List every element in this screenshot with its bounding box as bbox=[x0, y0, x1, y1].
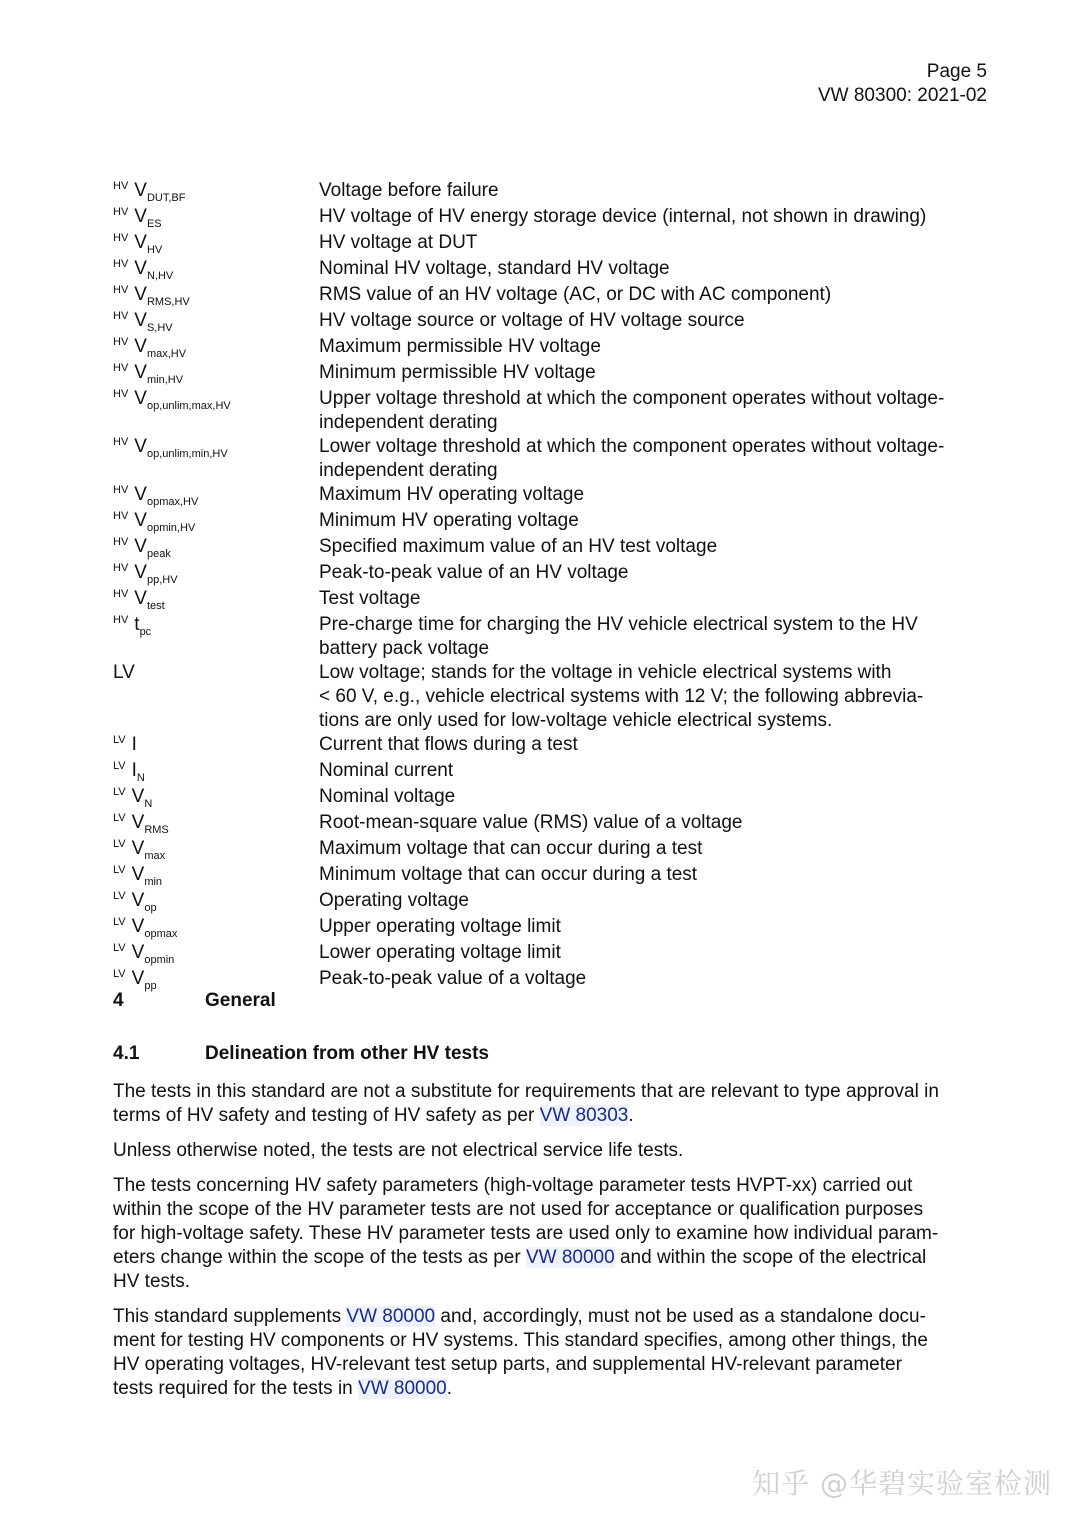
term-symbol: V bbox=[134, 436, 147, 457]
abbreviation-term bbox=[113, 561, 319, 587]
term-prefix: LV bbox=[113, 786, 126, 798]
term-symbol: V bbox=[134, 232, 147, 253]
abbreviation-term bbox=[113, 661, 319, 733]
term-symbol: V bbox=[131, 916, 145, 937]
abbreviation-term bbox=[113, 335, 319, 361]
definition-line: Test voltage bbox=[319, 588, 421, 609]
abbreviation-definition bbox=[319, 587, 993, 613]
text-segment: tests required for the tests in bbox=[113, 1378, 359, 1399]
term-prefix: LV bbox=[113, 812, 126, 824]
term-subscript: op bbox=[144, 902, 157, 914]
term-subscript: max,HV bbox=[146, 348, 187, 360]
standard-reference-link[interactable]: VW 80000 bbox=[346, 1306, 436, 1327]
term-symbol: V bbox=[131, 968, 145, 989]
definition-line: Minimum HV operating voltage bbox=[319, 510, 579, 531]
term-symbol: V bbox=[134, 310, 147, 331]
abbreviation-term bbox=[113, 535, 319, 561]
term-subscript: N bbox=[144, 798, 153, 810]
text-segment: HV tests. bbox=[113, 1271, 191, 1292]
text-line bbox=[113, 1270, 988, 1294]
text-line bbox=[113, 1174, 988, 1198]
abbreviation-row bbox=[113, 509, 993, 535]
abbreviation-term bbox=[113, 863, 319, 889]
text-line bbox=[113, 1377, 988, 1401]
abbreviation-term bbox=[113, 733, 319, 759]
text-segment: ment for testing HV components or HV systems. This standard specifies, among other things, the bbox=[113, 1330, 928, 1351]
abbreviation-term bbox=[113, 309, 319, 335]
term-symbol: V bbox=[134, 180, 147, 201]
term-prefix: LV bbox=[113, 942, 126, 954]
term-subscript: pp,HV bbox=[146, 574, 178, 586]
abbreviation-row bbox=[113, 205, 993, 231]
page-number: Page 5 bbox=[926, 61, 987, 82]
definition-line: independent derating bbox=[319, 460, 498, 481]
term-subscript: op,unlim,max,HV bbox=[146, 400, 231, 412]
text-line bbox=[113, 1222, 988, 1246]
section-number: 4.1 bbox=[113, 1043, 140, 1064]
text-line bbox=[113, 1246, 988, 1270]
abbreviation-definition bbox=[319, 387, 993, 435]
abbreviation-row bbox=[113, 837, 993, 863]
term-prefix: HV bbox=[113, 588, 129, 600]
abbreviation-term bbox=[113, 785, 319, 811]
paragraph bbox=[113, 1305, 988, 1401]
abbreviation-definition bbox=[319, 941, 993, 967]
term-subscript: N,HV bbox=[146, 270, 174, 282]
watermark: 知乎 @华碧实验室检测 bbox=[752, 1467, 1052, 1500]
abbreviation-term bbox=[113, 837, 319, 863]
term-prefix: HV bbox=[113, 362, 129, 374]
term-symbol: t bbox=[134, 614, 140, 635]
text-segment: Unless otherwise noted, the tests are not electrical service life tests. bbox=[113, 1140, 684, 1161]
term-symbol: V bbox=[134, 562, 147, 583]
term-prefix: HV bbox=[113, 310, 129, 322]
abbreviation-definition bbox=[319, 661, 993, 733]
definition-line: Upper voltage threshold at which the component operates without voltage- bbox=[319, 388, 945, 409]
section-number: 4 bbox=[113, 990, 124, 1011]
abbreviation-definition bbox=[319, 309, 993, 335]
abbreviation-definition bbox=[319, 561, 993, 587]
term-symbol: V bbox=[134, 536, 147, 557]
abbreviation-definition bbox=[319, 785, 993, 811]
term-subscript: opmax bbox=[144, 928, 178, 940]
abbreviation-term bbox=[113, 257, 319, 283]
abbreviation-list bbox=[113, 179, 993, 993]
term-prefix: LV bbox=[113, 968, 126, 980]
abbreviation-definition bbox=[319, 257, 993, 283]
section-body bbox=[113, 1080, 988, 1412]
definition-line: independent derating bbox=[319, 412, 498, 433]
term-symbol: V bbox=[134, 336, 147, 357]
abbreviation-definition bbox=[319, 613, 993, 661]
term-subscript: min bbox=[144, 876, 163, 888]
section-heading-4 bbox=[113, 989, 276, 1013]
abbreviation-definition bbox=[319, 863, 993, 889]
definition-line: Specified maximum value of an HV test voltage bbox=[319, 536, 718, 557]
paragraph bbox=[113, 1139, 988, 1163]
term-prefix: HV bbox=[113, 562, 129, 574]
term-prefix: LV bbox=[113, 734, 126, 746]
standard-reference-link[interactable]: VW 80000 bbox=[525, 1247, 615, 1268]
term-subscript: RMS bbox=[144, 824, 169, 836]
definition-line: Minimum voltage that can occur during a test bbox=[319, 864, 698, 885]
definition-line: Peak-to-peak value of an HV voltage bbox=[319, 562, 629, 583]
abbreviation-term bbox=[113, 231, 319, 257]
text-segment: terms of HV safety and testing of HV safety as per bbox=[113, 1105, 540, 1126]
document-id: VW 80300: 2021-02 bbox=[817, 85, 987, 106]
term-prefix: LV bbox=[113, 760, 126, 772]
term-prefix: LV bbox=[113, 838, 126, 850]
text-segment: . bbox=[446, 1378, 453, 1399]
term-prefix: HV bbox=[113, 436, 129, 448]
definition-line: Peak-to-peak value of a voltage bbox=[319, 968, 587, 989]
abbreviation-definition bbox=[319, 837, 993, 863]
definition-line: battery pack voltage bbox=[319, 638, 490, 659]
abbreviation-row bbox=[113, 613, 993, 661]
definition-line: Operating voltage bbox=[319, 890, 469, 911]
definition-line: Low voltage; stands for the voltage in vehicle electrical systems with bbox=[319, 662, 892, 683]
abbreviation-definition bbox=[319, 231, 993, 257]
abbreviation-term bbox=[113, 759, 319, 785]
term-subscript: DUT,BF bbox=[146, 192, 186, 204]
abbreviation-row bbox=[113, 811, 993, 837]
definition-line: HV voltage at DUT bbox=[319, 232, 478, 253]
term-prefix: HV bbox=[113, 510, 129, 522]
definition-line: HV voltage source or voltage of HV voltage source bbox=[319, 310, 745, 331]
term-prefix: LV bbox=[113, 916, 126, 928]
definition-line: Maximum HV operating voltage bbox=[319, 484, 585, 505]
abbreviation-definition bbox=[319, 811, 993, 837]
abbreviation-row bbox=[113, 483, 993, 509]
term-subscript: op,unlim,min,HV bbox=[146, 448, 228, 460]
term-subscript: N bbox=[136, 772, 145, 784]
abbreviation-definition bbox=[319, 889, 993, 915]
term-subscript: opmin bbox=[144, 954, 175, 966]
text-line bbox=[113, 1080, 988, 1104]
abbreviation-term bbox=[113, 483, 319, 509]
abbreviation-term bbox=[113, 811, 319, 837]
abbreviation-row bbox=[113, 733, 993, 759]
abbreviation-row bbox=[113, 889, 993, 915]
abbreviation-row bbox=[113, 435, 993, 483]
abbreviation-definition bbox=[319, 509, 993, 535]
term-prefix: HV bbox=[113, 180, 129, 192]
abbreviation-row bbox=[113, 179, 993, 205]
term-prefix: HV bbox=[113, 388, 129, 400]
text-line bbox=[113, 1139, 988, 1163]
abbreviation-row bbox=[113, 941, 993, 967]
definition-line: tions are only used for low-voltage vehicle electrical systems. bbox=[319, 710, 833, 731]
text-line bbox=[113, 1329, 988, 1353]
term-symbol: V bbox=[134, 258, 147, 279]
term-symbol: LV bbox=[113, 662, 135, 683]
text-segment: The tests concerning HV safety parameters (high-voltage parameter tests HVPT-xx) carried out bbox=[113, 1175, 913, 1196]
term-prefix: HV bbox=[113, 614, 129, 626]
term-symbol: V bbox=[134, 484, 147, 505]
abbreviation-row bbox=[113, 231, 993, 257]
abbreviation-row bbox=[113, 785, 993, 811]
definition-line: Pre-charge time for charging the HV vehicle electrical system to the HV bbox=[319, 614, 918, 635]
term-symbol: V bbox=[131, 786, 145, 807]
page-header bbox=[818, 60, 987, 108]
abbreviation-row bbox=[113, 257, 993, 283]
term-subscript: pc bbox=[139, 626, 152, 638]
abbreviation-term bbox=[113, 941, 319, 967]
abbreviation-definition bbox=[319, 361, 993, 387]
term-symbol: I bbox=[131, 734, 137, 755]
term-symbol: V bbox=[134, 388, 147, 409]
abbreviation-term bbox=[113, 179, 319, 205]
abbreviation-row bbox=[113, 561, 993, 587]
abbreviation-term bbox=[113, 613, 319, 661]
definition-line: Current that flows during a test bbox=[319, 734, 578, 755]
term-symbol: V bbox=[134, 362, 147, 383]
definition-line: Nominal HV voltage, standard HV voltage bbox=[319, 258, 670, 279]
term-subscript: ES bbox=[146, 218, 162, 230]
term-subscript: RMS,HV bbox=[146, 296, 190, 308]
definition-line: Lower voltage threshold at which the component operates without voltage- bbox=[319, 436, 945, 457]
term-subscript: HV bbox=[146, 244, 163, 256]
definition-line: HV voltage of HV energy storage device (internal, not shown in drawing) bbox=[319, 206, 927, 227]
text-segment: The tests in this standard are not a substitute for requirements that are relevant to type approval in bbox=[113, 1081, 939, 1102]
term-subscript: opmin,HV bbox=[146, 522, 196, 534]
term-symbol: V bbox=[134, 206, 147, 227]
text-line bbox=[113, 1353, 988, 1377]
term-subscript: min,HV bbox=[146, 374, 184, 386]
abbreviation-row bbox=[113, 361, 993, 387]
abbreviation-term bbox=[113, 387, 319, 435]
term-prefix: LV bbox=[113, 864, 126, 876]
term-symbol: V bbox=[134, 284, 147, 305]
term-symbol: V bbox=[134, 588, 147, 609]
term-symbol: V bbox=[131, 942, 145, 963]
text-segment: HV operating voltages, HV-relevant test setup parts, and supplemental HV-relevant parameter bbox=[113, 1354, 902, 1375]
term-prefix: LV bbox=[113, 890, 126, 902]
term-prefix: HV bbox=[113, 284, 129, 296]
abbreviation-row bbox=[113, 335, 993, 361]
definition-line: RMS value of an HV voltage (AC, or DC with AC component) bbox=[319, 284, 832, 305]
abbreviation-definition bbox=[319, 205, 993, 231]
term-prefix: HV bbox=[113, 484, 129, 496]
abbreviation-term bbox=[113, 283, 319, 309]
definition-line: Voltage before failure bbox=[319, 180, 499, 201]
term-subscript: max bbox=[144, 850, 166, 862]
term-subscript: pp bbox=[144, 980, 157, 992]
abbreviation-definition bbox=[319, 483, 993, 509]
text-segment: within the scope of the HV parameter tests are not used for acceptance or qualification purposes bbox=[113, 1199, 924, 1220]
abbreviation-term bbox=[113, 587, 319, 613]
standard-reference-link[interactable]: VW 80303 bbox=[539, 1105, 629, 1126]
term-subscript: peak bbox=[146, 548, 171, 560]
text-line bbox=[113, 1198, 988, 1222]
text-segment: for high-voltage safety. These HV parameter tests are used only to examine how individual param- bbox=[113, 1223, 939, 1244]
abbreviation-row bbox=[113, 309, 993, 335]
abbreviation-definition bbox=[319, 335, 993, 361]
term-prefix: HV bbox=[113, 336, 129, 348]
abbreviation-term bbox=[113, 915, 319, 941]
abbreviation-definition bbox=[319, 283, 993, 309]
definition-line: Maximum voltage that can occur during a test bbox=[319, 838, 703, 859]
abbreviation-definition bbox=[319, 759, 993, 785]
text-segment: . bbox=[628, 1105, 634, 1126]
definition-line: Nominal voltage bbox=[319, 786, 456, 807]
term-symbol: V bbox=[134, 510, 147, 531]
paragraph bbox=[113, 1174, 988, 1294]
abbreviation-term bbox=[113, 435, 319, 483]
text-line bbox=[113, 1305, 988, 1329]
definition-line: < 60 V, e.g., vehicle electrical systems with 12 V; the following abbrevia- bbox=[319, 686, 924, 707]
term-subscript: S,HV bbox=[146, 322, 173, 334]
abbreviation-row bbox=[113, 915, 993, 941]
standard-reference-link[interactable]: VW 80000 bbox=[358, 1378, 447, 1399]
section-heading-4-1 bbox=[113, 1042, 489, 1066]
abbreviation-row bbox=[113, 587, 993, 613]
abbreviation-definition bbox=[319, 733, 993, 759]
definition-line: Minimum permissible HV voltage bbox=[319, 362, 596, 383]
abbreviation-row bbox=[113, 759, 993, 785]
definition-line: Upper operating voltage limit bbox=[319, 916, 561, 937]
abbreviation-row bbox=[113, 863, 993, 889]
term-symbol: V bbox=[131, 812, 145, 833]
abbreviation-row bbox=[113, 283, 993, 309]
abbreviation-definition bbox=[319, 967, 993, 993]
abbreviation-definition bbox=[319, 179, 993, 205]
term-prefix: HV bbox=[113, 536, 129, 548]
term-symbol: V bbox=[131, 890, 145, 911]
definition-line: Nominal current bbox=[319, 760, 454, 781]
term-symbol: I bbox=[131, 760, 137, 781]
term-subscript: test bbox=[146, 600, 165, 612]
term-prefix: HV bbox=[113, 232, 129, 244]
abbreviation-row bbox=[113, 535, 993, 561]
text-line bbox=[113, 1104, 988, 1128]
abbreviation-row bbox=[113, 661, 993, 733]
text-segment: and within the scope of the electrical bbox=[614, 1247, 927, 1268]
definition-line: Maximum permissible HV voltage bbox=[319, 336, 601, 357]
definition-line: Lower operating voltage limit bbox=[319, 942, 561, 963]
term-subscript: opmax,HV bbox=[146, 496, 199, 508]
abbreviation-row bbox=[113, 387, 993, 435]
definition-line: Root-mean-square value (RMS) value of a voltage bbox=[319, 812, 743, 833]
abbreviation-term bbox=[113, 889, 319, 915]
term-symbol: V bbox=[131, 864, 145, 885]
text-segment: eters change within the scope of the tests as per bbox=[113, 1247, 526, 1268]
term-prefix: HV bbox=[113, 206, 129, 218]
abbreviation-term bbox=[113, 509, 319, 535]
text-segment: and, accordingly, must not be used as a standalone docu- bbox=[435, 1306, 926, 1327]
text-segment: This standard supplements bbox=[113, 1306, 347, 1327]
section-title: Delineation from other HV tests bbox=[205, 1043, 489, 1064]
abbreviation-definition bbox=[319, 915, 993, 941]
section-title: General bbox=[205, 990, 276, 1011]
paragraph bbox=[113, 1080, 988, 1128]
term-symbol: V bbox=[131, 838, 145, 859]
abbreviation-term bbox=[113, 361, 319, 387]
term-prefix: HV bbox=[113, 258, 129, 270]
abbreviation-term bbox=[113, 205, 319, 231]
abbreviation-definition bbox=[319, 435, 993, 483]
abbreviation-definition bbox=[319, 535, 993, 561]
